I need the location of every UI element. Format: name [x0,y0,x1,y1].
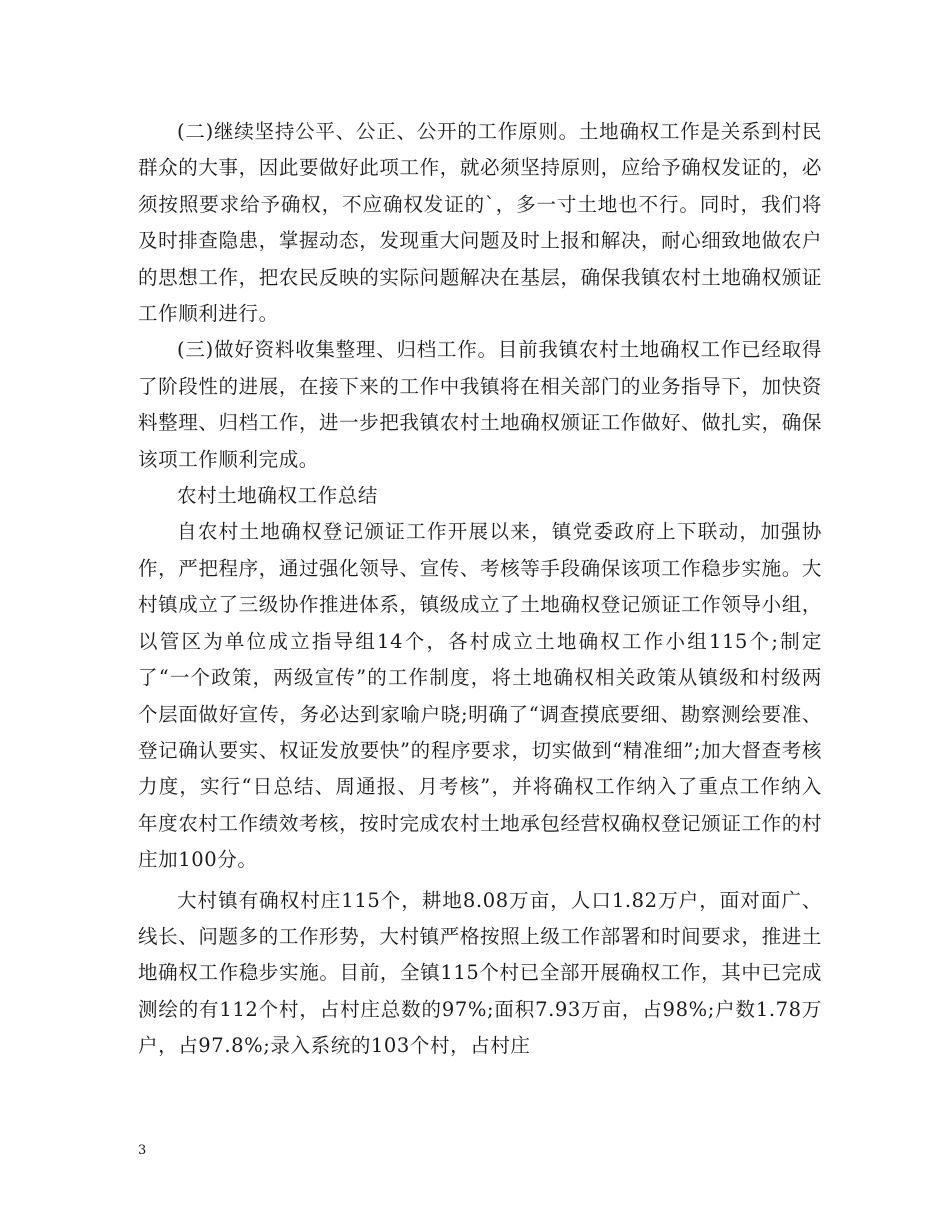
section-title: 农村土地确权工作总结 [177,484,379,508]
paragraph-statistics: 大村镇有确权村庄115个，耕地8.08万亩，人口1.82万户，面对面广、线长、问题多的工作形势，大村镇严格按照上级工作部署和时间要求，推进土地确权工作稳步实施。目前，全镇115个村已全部开展确权工作，其中已完成测绘的有112个村，占村庄总数的97%;面积7.93万亩，占98%;户数1.78万户，占97.8%;录入系统的103个村，占村庄 [138,888,822,1058]
paragraph-principles: (二)继续坚持公平、公正、公开的工作原则。土地确权工作是关系到村民群众的大事，因此要做好此项工作，就必须坚持原则，应给予确权发证的，必须按照要求给予确权，不应确权发证的`，多一寸土地也不行。同时，我们将及时排查隐患，掌握动态，发现重大问题及时上报和解决，耐心细致地做农户的思想工作，把农民反映的实际问题解决在基层，确保我镇农村土地确权颁证工作顺利进行。 [138,120,822,326]
paragraph-archiving: (三)做好资料收集整理、归档工作。目前我镇农村土地确权工作已经取得了阶段性的进展，在接下来的工作中我镇将在相关部门的业务指导下，加快资料整理、归档工作，进一步把我镇农村土地确权颁证工作做好、做扎实，确保该项工作顺利完成。 [138,338,822,471]
paragraph-summary: 自农村土地确权登记颁证工作开展以来，镇党委政府上下联动，加强协作，严把程序，通过强化领导、宣传、考核等手段确保该项工作稳步实施。大村镇成立了三级协作推进体系，镇级成立了土地确权登记颁证工作领导小组，以管区为单位成立指导组14个，各村成立土地确权工作小组115个;制定了“一个政策，两级宣传”的工作制度，将土地确权相关政策从镇级和村级两个层面做好宣传，务必达到家喻户晓;明确了“调查摸底要细、勘察测绘要准、登记确认要实、权证发放要快”的程序要求，切实做到“精准细”;加大督查考核力度，实行“日总结、周通报、月考核”，并将确权工作纳入了重点工作纳入年度农村工作绩效考核，按时完成农村土地承包经营权确权登记颁证工作的村庄加100分。 [138,520,822,872]
document-body [138,114,822,1065]
page-number: 3 [138,1143,147,1158]
